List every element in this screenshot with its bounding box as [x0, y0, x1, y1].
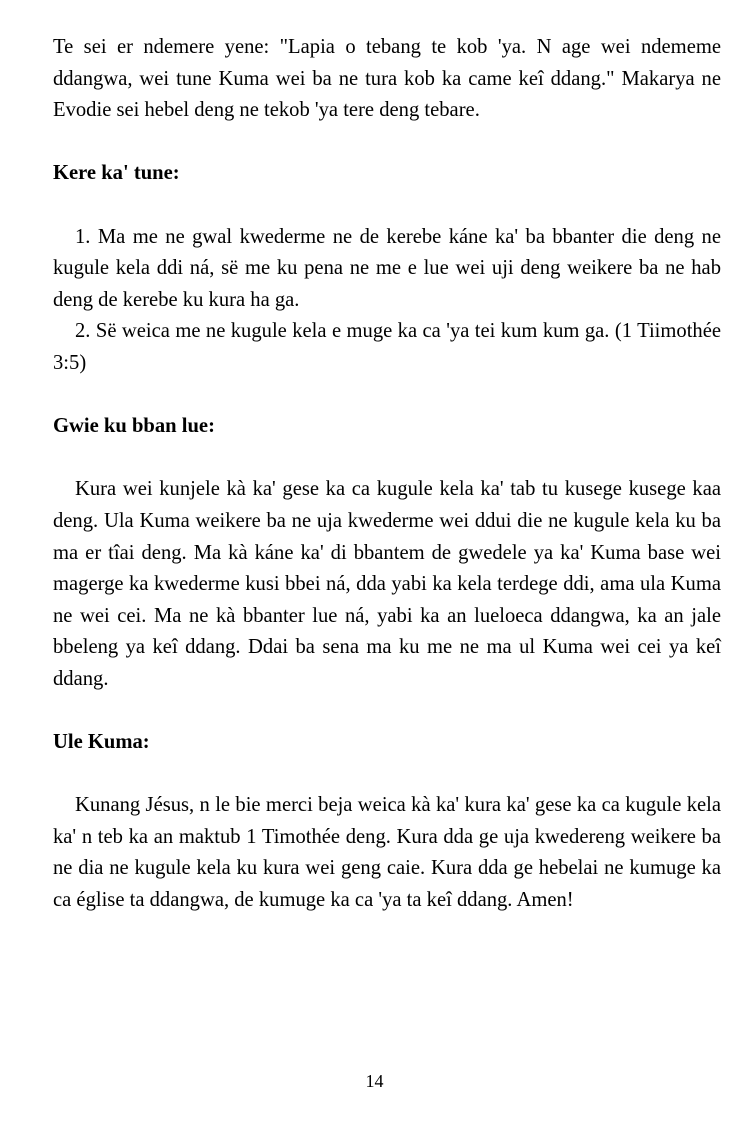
- page-content: [53, 32, 721, 917]
- heading-gwie-ku-bban-lue: Gwie ku bban lue:: [53, 415, 215, 438]
- intro-paragraph: Te sei er ndemere yene: "Lapia o tebang te kob 'ya. N age wei ndememe ddangwa, wei tune Kuma wei ba ne tura kob ka came keî ddang." Makarya ne Evodie sei hebel deng ne tekob 'ya tere deng tebare.: [53, 36, 721, 122]
- heading-kere-ka-tune: Kere ka' tune:: [53, 162, 180, 185]
- spacer: [53, 695, 721, 727]
- spacer: [53, 443, 721, 475]
- reflection-paragraph: Kura wei kunjele kà ka' gese ka ca kugule kela ka' tab tu kusege kusege kaa deng. Ula Kuma weikere ba ne uja kwederme wei ddui die ne kugule kela ku ba ma er tîai deng. Ma kà káne ka' di bbantem de gwedele ya ka' Kuma base wei magerge ka kwederme kusi bbei ná, dda yabi ka kela terdege ddi, ama ula Kuma ne wei cei. Ma ne kà bbanter lue ná, yabi ka an lueloeca ddangwa, ka an jale bbeleng ya keî ddang. Ddai ba sena ma ku me ne ma ul Kuma wei cei ya keî ddang.: [53, 478, 721, 690]
- prayer-paragraph: Kunang Jésus, n le bie merci beja weica kà ka' kura ka' gese ka ca kugule kela ka' n teb ka an maktub 1 Timothée deng. Kura dda ge uja kwedereng weikere ba ne dia ne kugule kela ku kura wei geng caie. Kura dda ge hebelai ne kumuge ka ca église ta ddangwa, de kumuge ka ca 'ya ta keî ddang. Amen!: [53, 794, 721, 912]
- list-item-2: 2. Së weica me ne kugule kela e muge ka ca 'ya tei kum kum ga. (1 Tiimothée 3:5): [53, 320, 721, 374]
- list-item-1: 1. Ma me ne gwal kwederme ne de kerebe káne ka' ba bbanter die deng ne kugule kela ddi ná, së me ku pena ne me e lue wei uji deng weikere ba ne hab deng de kerebe ku kura ha ga.: [53, 225, 721, 311]
- page-number: 14: [365, 1071, 384, 1091]
- heading-ule-kuma: Ule Kuma:: [53, 731, 150, 754]
- spacer: [53, 759, 721, 791]
- spacer: [53, 127, 721, 159]
- spacer: [53, 190, 721, 222]
- spacer: [53, 380, 721, 412]
